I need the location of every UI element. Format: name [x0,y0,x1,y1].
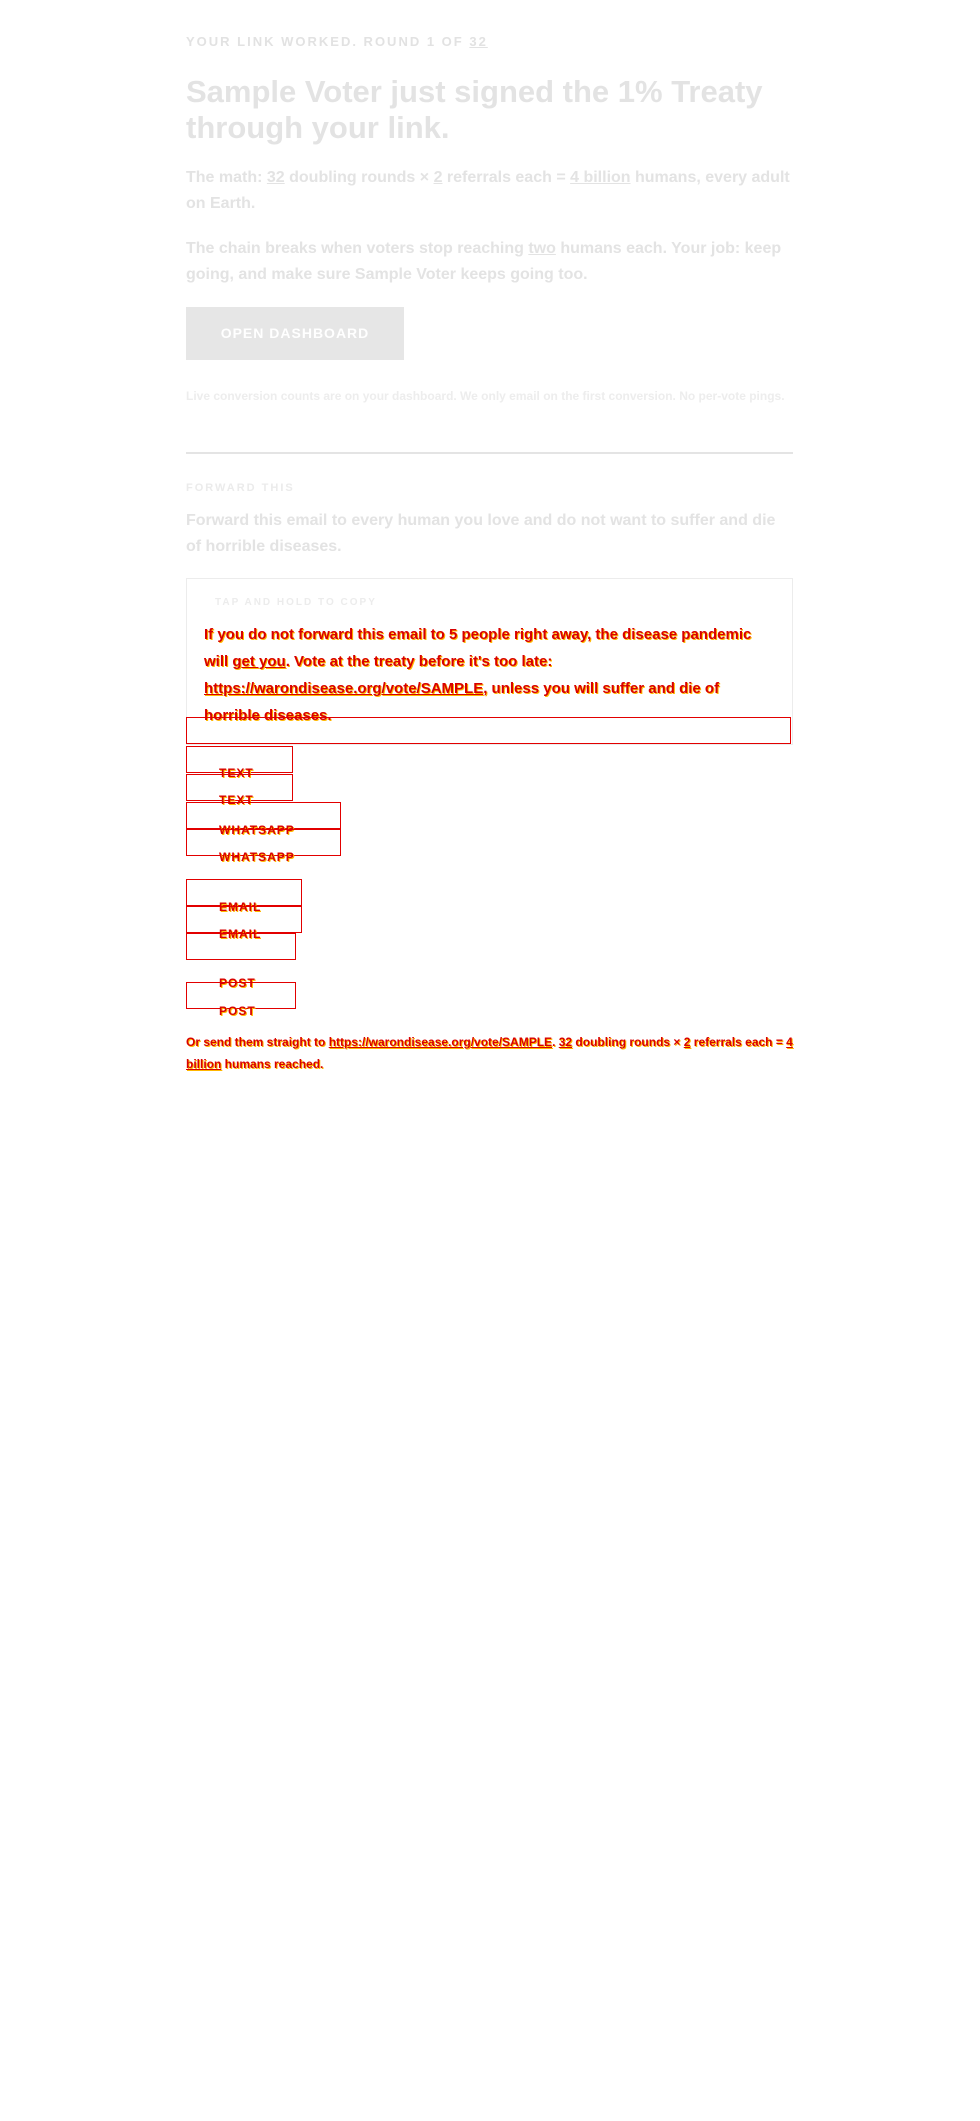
note-mid3: referrals each = [690,1035,787,1049]
copy-vote-url[interactable]: https://warondisease.org/vote/SAMPLE [204,680,484,697]
email-share-label-2: EMAIL [219,927,262,941]
copy-line1: If you do not forward this email to 5 people right away, the disease pandemic will [204,626,752,670]
forward-instructions: Forward this email to every human you love and do not want to suffer and die of horrible diseases. [186,512,776,555]
note-vote-url[interactable]: https://warondisease.org/vote/SAMPLE [328,1035,553,1049]
whatsapp-share-label-2: WHATSAPP [219,850,295,864]
eyebrow-prefix: YOUR LINK WORKED. ROUND 1 OF [186,34,470,49]
note-referrals: 2 [683,1035,691,1049]
chain-two: two [528,240,556,257]
note-rounds: 32 [558,1035,573,1049]
math-total: 4 billion [570,169,631,186]
note-prefix: Or send them straight to [186,1035,329,1049]
post-share-label: POST [219,976,256,990]
chain-suffix: humans each. Your job: keep going, and make sure Sample Voter keeps going too. [186,240,782,283]
math-mid1: doubling rounds × [284,169,434,186]
note-mid2: doubling rounds × [572,1035,684,1049]
math-prefix: The math: [186,169,267,186]
chain-paragraph [186,236,793,288]
eyebrow-rounds: 32 [469,34,488,49]
main-content [186,0,793,1071]
conversion-fineprint: Live conversion counts are on your dashboard. We only email on the first conversion. No per-vote pings. [186,389,785,403]
post-share-button[interactable] [186,933,296,960]
whatsapp-share-label: WHATSAPP [219,823,295,837]
copy-box-label: TAP AND HOLD TO COPY [215,597,377,608]
chain-prefix: The chain breaks when voters stop reaching [186,240,529,257]
forward-section-label: FORWARD THIS [186,482,295,494]
text-share-label-2: TEXT [219,793,254,807]
direct-link-note [186,1031,793,1075]
math-referrals: 2 [433,169,443,186]
copy-message-text[interactable] [204,621,774,729]
section-divider [186,452,793,454]
math-paragraph [186,165,793,217]
note-mid1: . [552,1035,559,1049]
copy-line2: . Vote at the treaty before it's too late: [285,653,553,670]
open-dashboard-button[interactable]: OPEN DASHBOARD [186,307,404,360]
math-suffix: humans, every adult on Earth. [186,169,790,212]
copy-link-text: get you [232,653,286,670]
note-total: 4 billion [186,1035,793,1071]
text-share-label: TEXT [219,766,254,780]
math-mid2: referrals each = [442,169,571,186]
page-title: Sample Voter just signed the 1% Treaty through your link. [186,74,763,145]
copy-box-bottom-strip [186,717,791,744]
copy-line3: , unless you will suffer and die of horrible diseases. [204,680,720,724]
round-eyebrow [186,34,793,49]
math-rounds: 32 [266,169,285,186]
email-share-label: EMAIL [219,900,262,914]
note-suffix: humans reached. [221,1057,324,1071]
post-share-label-2: POST [219,1004,256,1018]
